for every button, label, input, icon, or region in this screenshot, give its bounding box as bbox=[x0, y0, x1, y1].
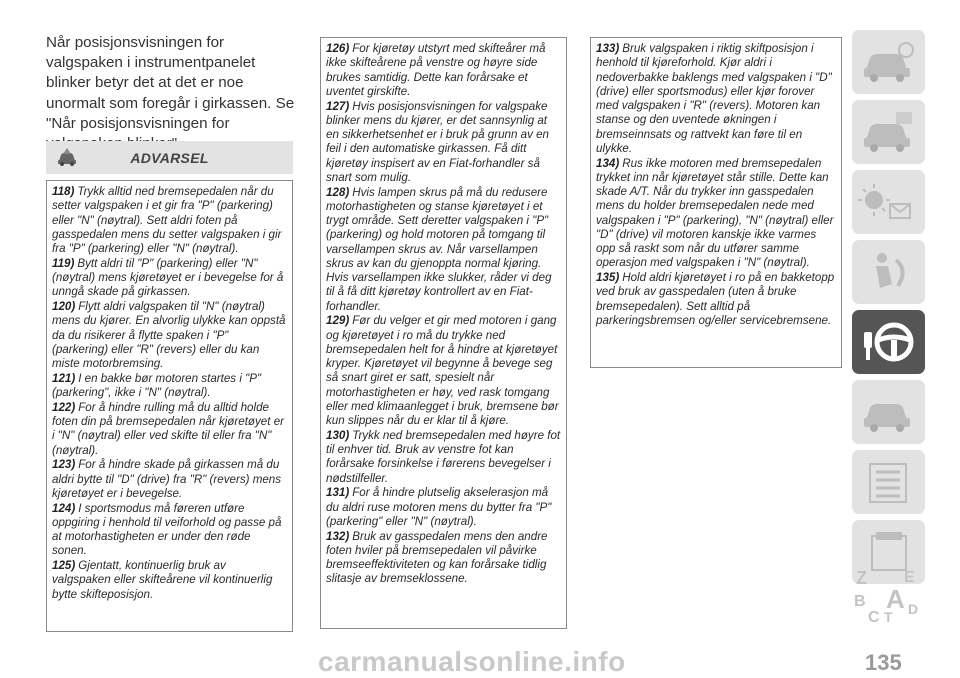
warning-car-icon bbox=[56, 147, 78, 167]
tab-maintenance[interactable] bbox=[852, 450, 925, 514]
index-letter-b: B bbox=[854, 593, 866, 610]
car-emergency-icon bbox=[852, 380, 925, 444]
tab-starting-driving[interactable] bbox=[852, 310, 925, 374]
list-item: 119) Bytt aldri til "P" (parkering) eller "N" (nøytral) mens kjøretøyet er i bevegelse for å unngå skade på girkassen. bbox=[52, 256, 284, 299]
index-letter-e: E bbox=[904, 569, 915, 586]
index-letter-z: Z bbox=[856, 568, 867, 588]
warning-box-column-1 bbox=[46, 180, 293, 632]
list-item: 122) For å hindre rulling må du alltid holde foten din på bremsepedalen når kjøretøyet er i "N" (nøytral) eller ved skifte til eller fra "N" (nøytral). bbox=[52, 400, 284, 457]
tab-car-info[interactable] bbox=[852, 30, 925, 94]
index-letters-icon bbox=[852, 562, 925, 624]
list-item: 127) Hvis posisjonsvisningen for valgspake blinker mens du kjører, er det sannsynlig at en sikkerhetsenhet er i bruk på grunn av en feil i den automatiske girkassen. Få ditt kjøretøy inspisert av en Fiat-forhandler så snart som mulig. bbox=[326, 99, 549, 184]
tab-car-dashboard[interactable] bbox=[852, 100, 925, 164]
warning-lights-icon bbox=[852, 170, 925, 234]
list-item: 125) Gjentatt, kontinuerlig bruk av valgspaken eller skifteårene vil kontinuerlig bytte skifteposisjon. bbox=[52, 559, 273, 601]
list-item: 135) Hold aldri kjøretøyet i ro på en bakketopp ved bruk av gasspedalen (uten å bruke bremsepedalen). Sett alltid på parkeringsbremsen og/eller servicebremsene. bbox=[596, 271, 835, 327]
tab-warning-lights[interactable] bbox=[852, 170, 925, 234]
list-item: 129) Før du velger et gir med motoren i gang og kjøretøyet i ro må du trykke ned bremsepedalen helt for å hindre at kjøretøyet kryper. Kjøretøyet vil begynne å bevege seg så snart giret er satt, spesielt når motorhastigheten er høy, ved rask tomgang eller med klimaanlegget i bruk, bremsene bør kun slippes når du er klar til å kjøre. bbox=[326, 314, 559, 427]
list-item: 118) Trykk alltid ned bremsepedalen når du setter valgspaken i et gir fra "P" (parkering) eller "N" (nøytral). Sett aldri foten på gasspedalen mens du setter valgspaken i gir fra "P" (parkering) eller "N" (nøytral). bbox=[52, 185, 282, 255]
warning-title: ADVARSEL bbox=[130, 149, 209, 166]
list-item: 128) Hvis lampen skrus på må du redusere motorhastigheten og stanse kjøretøyet i et trygt område. Sett deretter valgspaken i "P" (parkering) og hold motoren på tomgang til varsellampen skrus av. Når varsellampen skrus av kan du gjenoppta normal kjøring. Hvis varsellampen ikke slukker, råder vi deg til å få ditt kjøretøy kontrollert av en Fiat-forhandler. bbox=[326, 185, 552, 313]
index-letter-c: C bbox=[868, 609, 880, 624]
warning-box-column-3 bbox=[590, 37, 842, 368]
steering-wheel-key-icon bbox=[852, 310, 925, 374]
list-item: 126) For kjøretøy utstyrt med skifteårer må ikke skifteårene på venstre og høyre side brukes samtidig. Dette kan forårsake et uventet girskifte. bbox=[326, 42, 546, 98]
tab-emergency[interactable] bbox=[852, 380, 925, 444]
list-item: 120) Flytt aldri valgspaken til "N" (nøytral) mens du kjører. En alvorlig ulykke kan oppstå da du risikerer å flytte spaken i "P" (parkering) eller "R" (revers) eller du kan miste motorbremsing. bbox=[52, 300, 286, 370]
tab-index[interactable] bbox=[852, 562, 925, 624]
car-dashboard-icon bbox=[852, 100, 925, 164]
warning-box-column-2 bbox=[320, 37, 567, 629]
list-item: 123) For å hindre skade på girkassen må du aldri bytte til "D" (drive) fra "R" (revers) mens kjøretøyet er i bevegelse. bbox=[52, 458, 282, 500]
watermark: carmanualsonline.info bbox=[318, 646, 626, 677]
index-letter-d: D bbox=[908, 601, 919, 617]
index-letter-t: T bbox=[884, 609, 893, 624]
list-item: 133) Bruk valgspaken i riktig skiftposisjon i henhold til kjøreforhold. Kjør aldri i nedoverbakke baklengs med valgspaken i "D" (drive) eller sportsmodus) eller kjør forover med valgspaken i "R" (revers). Motoren kan stanse og den uventede økningen i bremseinnsats og rattvekt kan føre til en ulykke. bbox=[596, 42, 832, 155]
list-item: 134) Rus ikke motoren med bremsepedalen trykket inn når kjøretøyet står stille. Dette kan skade A/T. Når du trykker inn gasspedalen mens du holder bremsepedalen nede med valgspaken i "P" (parkering), "N" (nøytral) eller "D" (drive) vil motoren kanskje ikke varmes opp så raskt som når du utfører samme operasjon med valgspaken i "N" (nøytral). bbox=[596, 156, 834, 270]
list-item: 121) I en bakke bør motoren startes i "P" (parkering", ikke i "N" (nøytral). bbox=[52, 371, 262, 399]
page-number: 135 bbox=[865, 650, 902, 675]
list-item: 130) Trykk ned bremsepedalen med høyre fot til enhver tid. Bruk av venstre fot kan forårsake forsinkelse i førerens bevegelser i nødstilfeller. bbox=[326, 428, 561, 485]
list-item: 124) I sportsmodus må føreren utføre oppgiring i henhold til veiforhold og passe på at motorhastigheten er under den røde sonen. bbox=[52, 501, 282, 558]
car-maintenance-icon bbox=[852, 450, 925, 514]
index-letter-a: A bbox=[886, 584, 905, 614]
intro-paragraph: Når posisjonsvisningen for valgspaken i instrumentpanelet blinker betyr det at det er noe unormalt som foregår i girkassen. Se "Når posisjonsvisningen for bbox=[46, 34, 295, 132]
safety-airbag-icon bbox=[852, 240, 925, 304]
tab-safety[interactable] bbox=[852, 240, 925, 304]
car-info-icon bbox=[852, 30, 925, 94]
list-item: 131) For å hindre plutselig akselerasjon må du aldri ruse motoren mens du bytter fra "P" (parkering" eller "N" (nøytral). bbox=[326, 486, 552, 528]
list-item: 132) Bruk av gasspedalen mens den andre foten hviler på bremsepedalen vil påvirke bremseeffektiviteten og kan forårsake tidlig slitasje av bremseklossene. bbox=[326, 529, 548, 586]
warning-header bbox=[46, 141, 293, 174]
